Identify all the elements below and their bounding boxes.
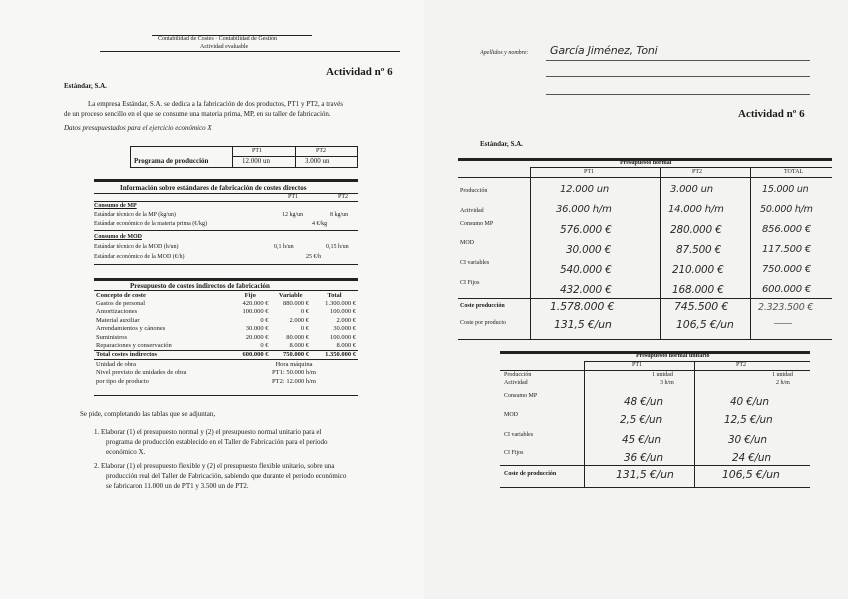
student-name: García Jiménez, Toni xyxy=(550,44,658,57)
std-header-pt1: PT1 xyxy=(288,194,299,200)
indirect-header-total: Total xyxy=(327,291,342,299)
company-name: Estándar, S.A. xyxy=(64,82,107,90)
std-mod-row1-pt2: 0,15 h/un xyxy=(326,244,349,250)
ask1-line3: económico X. xyxy=(106,448,146,456)
indirect-header-variable: Variable xyxy=(278,291,303,299)
indirect-header-fixed: Fijo xyxy=(244,291,256,299)
nb-header-pt2: PT2 xyxy=(692,169,703,175)
ub-row-label: Coste de producción xyxy=(504,471,557,477)
ub-row-label: MOD xyxy=(504,412,519,418)
std-mod-row2-pt2: 25 €/h xyxy=(306,254,322,260)
nb-cell-pt1: 12.000 un xyxy=(560,184,610,195)
nb-row-label: Actividad xyxy=(460,208,484,214)
nb-cell-pt1: 36.000 h/m xyxy=(556,204,612,215)
activity-title: Actividad nº 6 xyxy=(326,66,393,78)
ub-cell-pt1: 36 €/un xyxy=(624,452,663,464)
right-activity-title: Actividad nº 6 xyxy=(738,108,805,120)
nb-cell-total: 2.323.500 € xyxy=(758,302,814,313)
table-row: Reparaciones y conservación 0 € 8.000 € 8.000 € xyxy=(96,342,356,350)
std-header-pt2: PT2 xyxy=(338,194,349,200)
ub-cell-pt2: 106,5 €/un xyxy=(722,468,780,481)
std-mod-row1-pt1: 0,1 h/un xyxy=(274,244,294,250)
table-row: Arrendamientos y cánones 30.000 € 0 € 30.000 € xyxy=(96,325,356,333)
table-row: Unidad de obra Hora máquina xyxy=(96,360,313,368)
unit-budget-title: Presupuesto normal unitario xyxy=(636,353,710,359)
std-mod-heading: Consumo de MOD xyxy=(94,234,143,240)
std-mp-row1-label: Estándar técnico de la MP (kg/un) xyxy=(94,212,176,218)
prod-value-pt1: 12.000 un xyxy=(242,157,270,165)
nb-row-label: Coste producción xyxy=(460,303,505,309)
nb-cell-pt2: 168.000 € xyxy=(672,284,724,296)
prod-header-pt2: PT2 xyxy=(316,148,327,154)
std-mp-row2-pt2: 4 €/kg xyxy=(312,221,328,227)
header-line1: Contabilidad de Costes · Contabilidad de Gestión xyxy=(158,36,277,42)
nb-cell-total: 600.000 € xyxy=(762,284,812,295)
intro-line2: de un proceso sencillo en el que se consume una materia prima, MP, en su taller de fabricación. xyxy=(64,110,331,118)
table-row: Nivel previsto de unidades de obra PT1: 50.000 h/m xyxy=(96,369,316,377)
nb-cell-pt2: 280.000 € xyxy=(670,224,722,236)
right-page xyxy=(424,0,848,599)
name-label: Apellidos y nombre: xyxy=(480,50,529,56)
ub-cell-pt2: 1 unidad xyxy=(772,372,793,378)
ub-cell-pt1: 48 €/un xyxy=(624,396,663,408)
ub-row-label: CI variables xyxy=(504,432,534,438)
std-mp-row2-label: Estándar económico de la materia prima (€/kg) xyxy=(94,221,207,227)
prod-value-pt2: 3.000 un xyxy=(305,157,330,165)
ub-row-label: Consumo MP xyxy=(504,393,538,399)
nb-cell-pt1: 131,5 €/un xyxy=(554,318,612,331)
ub-row-label: CI Fijos xyxy=(504,450,524,456)
ask1-line2: programa de producción establecido en el Taller de Fabricación para el periodo xyxy=(106,438,328,446)
std-mp-row1-pt1: 12 kg/un xyxy=(282,212,304,218)
ub-cell-pt1: 1 unidad xyxy=(652,372,673,378)
nb-cell-total: 856.000 € xyxy=(762,224,812,235)
header-rule-bottom xyxy=(100,51,400,52)
nb-row-label: MOD xyxy=(460,240,475,246)
ask2-line1: 2. Elaborar (1) el presupuesto flexible y (2) el presupuesto flexible unitario, sobre una xyxy=(94,462,335,470)
table-row: Amortizaciones 100.000 € 0 € 100.000 € xyxy=(96,308,356,316)
ask2-line3: se fabricaron 11.000 un de PT1 y 3.500 un de PT2. xyxy=(106,482,249,490)
indirect-header-concept: Concepto de coste xyxy=(96,291,146,299)
std-mod-row2-label: Estándar económico de la MOD (€/h) xyxy=(94,254,185,260)
ub-cell-pt2: 40 €/un xyxy=(730,396,769,408)
nb-cell-pt1: 432.000 € xyxy=(560,284,612,296)
nb-cell-pt2: 745.500 € xyxy=(674,300,729,313)
nb-cell-total: 750.000 € xyxy=(762,264,812,275)
nb-row-label: CI variables xyxy=(460,260,490,266)
prod-header-pt1: PT1 xyxy=(252,148,263,154)
std-mp-heading: Consumo de MP xyxy=(94,203,137,209)
nb-cell-pt1: 30.000 € xyxy=(566,244,612,256)
nb-cell-pt2: 210.000 € xyxy=(672,264,724,276)
prod-row-label: Programa de producción xyxy=(134,157,209,165)
nb-cell-pt2: 14.000 h/m xyxy=(668,204,724,215)
nb-row-label: Producción xyxy=(460,188,488,194)
ub-row-label: Producción xyxy=(504,372,532,378)
nb-row-label: CI Fijos xyxy=(460,280,480,286)
ub-header-pt2: PT2 xyxy=(736,362,747,368)
table-row: Gastos de personal 420.000 € 880.000 € 1.300.000 € xyxy=(96,300,356,308)
table-row-total: Total costes indirectos 600.000 € 750.000 € 1.350.000 € xyxy=(96,351,356,359)
standards-title: Información sobre estándares de fabricación de costes directos xyxy=(120,184,307,192)
ub-row-label: Actividad xyxy=(504,380,528,386)
forecast-caption: Datos presupuestados para el ejercicio económico X xyxy=(64,124,212,132)
ub-cell-pt1: 2,5 €/un xyxy=(620,414,662,426)
nb-cell-total: 117.500 € xyxy=(762,244,812,255)
header-line2: Actividad evaluable xyxy=(200,44,249,50)
nb-cell-pt1: 540.000 € xyxy=(560,264,612,276)
nb-row-label: Consumo MP xyxy=(460,221,494,227)
nb-cell-pt2: 87.500 € xyxy=(676,244,722,256)
nb-cell-total: —— xyxy=(774,318,792,328)
ub-cell-pt2: 30 €/un xyxy=(728,434,767,446)
ub-cell-pt2: 24 €/un xyxy=(732,452,771,464)
ub-cell-pt1: 131,5 €/un xyxy=(616,468,674,481)
asks-intro: Se pide, completando las tablas que se adjuntan, xyxy=(80,410,216,418)
ub-cell-pt2: 2 h/m xyxy=(776,380,790,386)
nb-cell-pt2: 106,5 €/un xyxy=(676,318,734,331)
intro-line1: La empresa Estándar, S.A. se dedica a la fabricación de dos productos, PT1 y PT2, a través xyxy=(88,100,343,108)
table-row: por tipo de producto PT2: 12.000 h/m xyxy=(96,377,316,385)
nb-cell-pt1: 1.578.000 € xyxy=(550,300,615,313)
nb-header-pt1: PT1 xyxy=(584,169,595,175)
nb-cell-total: 50.000 h/m xyxy=(760,204,813,215)
ub-cell-pt2: 12,5 €/un xyxy=(724,414,773,426)
ask2-line2: producción real del Taller de Fabricación, sabiendo que durante el periodo económico xyxy=(106,472,347,480)
nb-row-label: Coste por producto xyxy=(460,320,506,326)
std-mod-row1-label: Estándar técnico de la MOD (h/un) xyxy=(94,244,179,250)
indirect-title: Presupuesto de costes indirectos de fabricación xyxy=(130,282,270,290)
ask1-line1: 1. Elaborar (1) el presupuesto normal y (2) el presupuesto normal unitario para el xyxy=(94,428,322,436)
indirect-costs-table xyxy=(94,291,358,385)
ub-cell-pt1: 3 h/m xyxy=(660,380,674,386)
nb-cell-pt1: 576.000 € xyxy=(560,224,612,236)
std-mp-row1-pt2: 8 kg/un xyxy=(330,212,349,218)
table-row: Material auxiliar 0 € 2.000 € 2.000 € xyxy=(96,316,356,324)
normal-budget-title: Presupuesto normal xyxy=(620,160,672,166)
nb-header-total: TOTAL xyxy=(784,169,804,175)
right-company-name: Estándar, S.A. xyxy=(480,140,523,148)
ub-cell-pt1: 45 €/un xyxy=(622,434,661,446)
ub-header-pt1: PT1 xyxy=(632,362,643,368)
nb-cell-total: 15.000 un xyxy=(762,184,809,195)
table-row: Suministros 20.000 € 80.000 € 100.000 € xyxy=(96,333,356,341)
nb-cell-pt2: 3.000 un xyxy=(670,184,713,195)
